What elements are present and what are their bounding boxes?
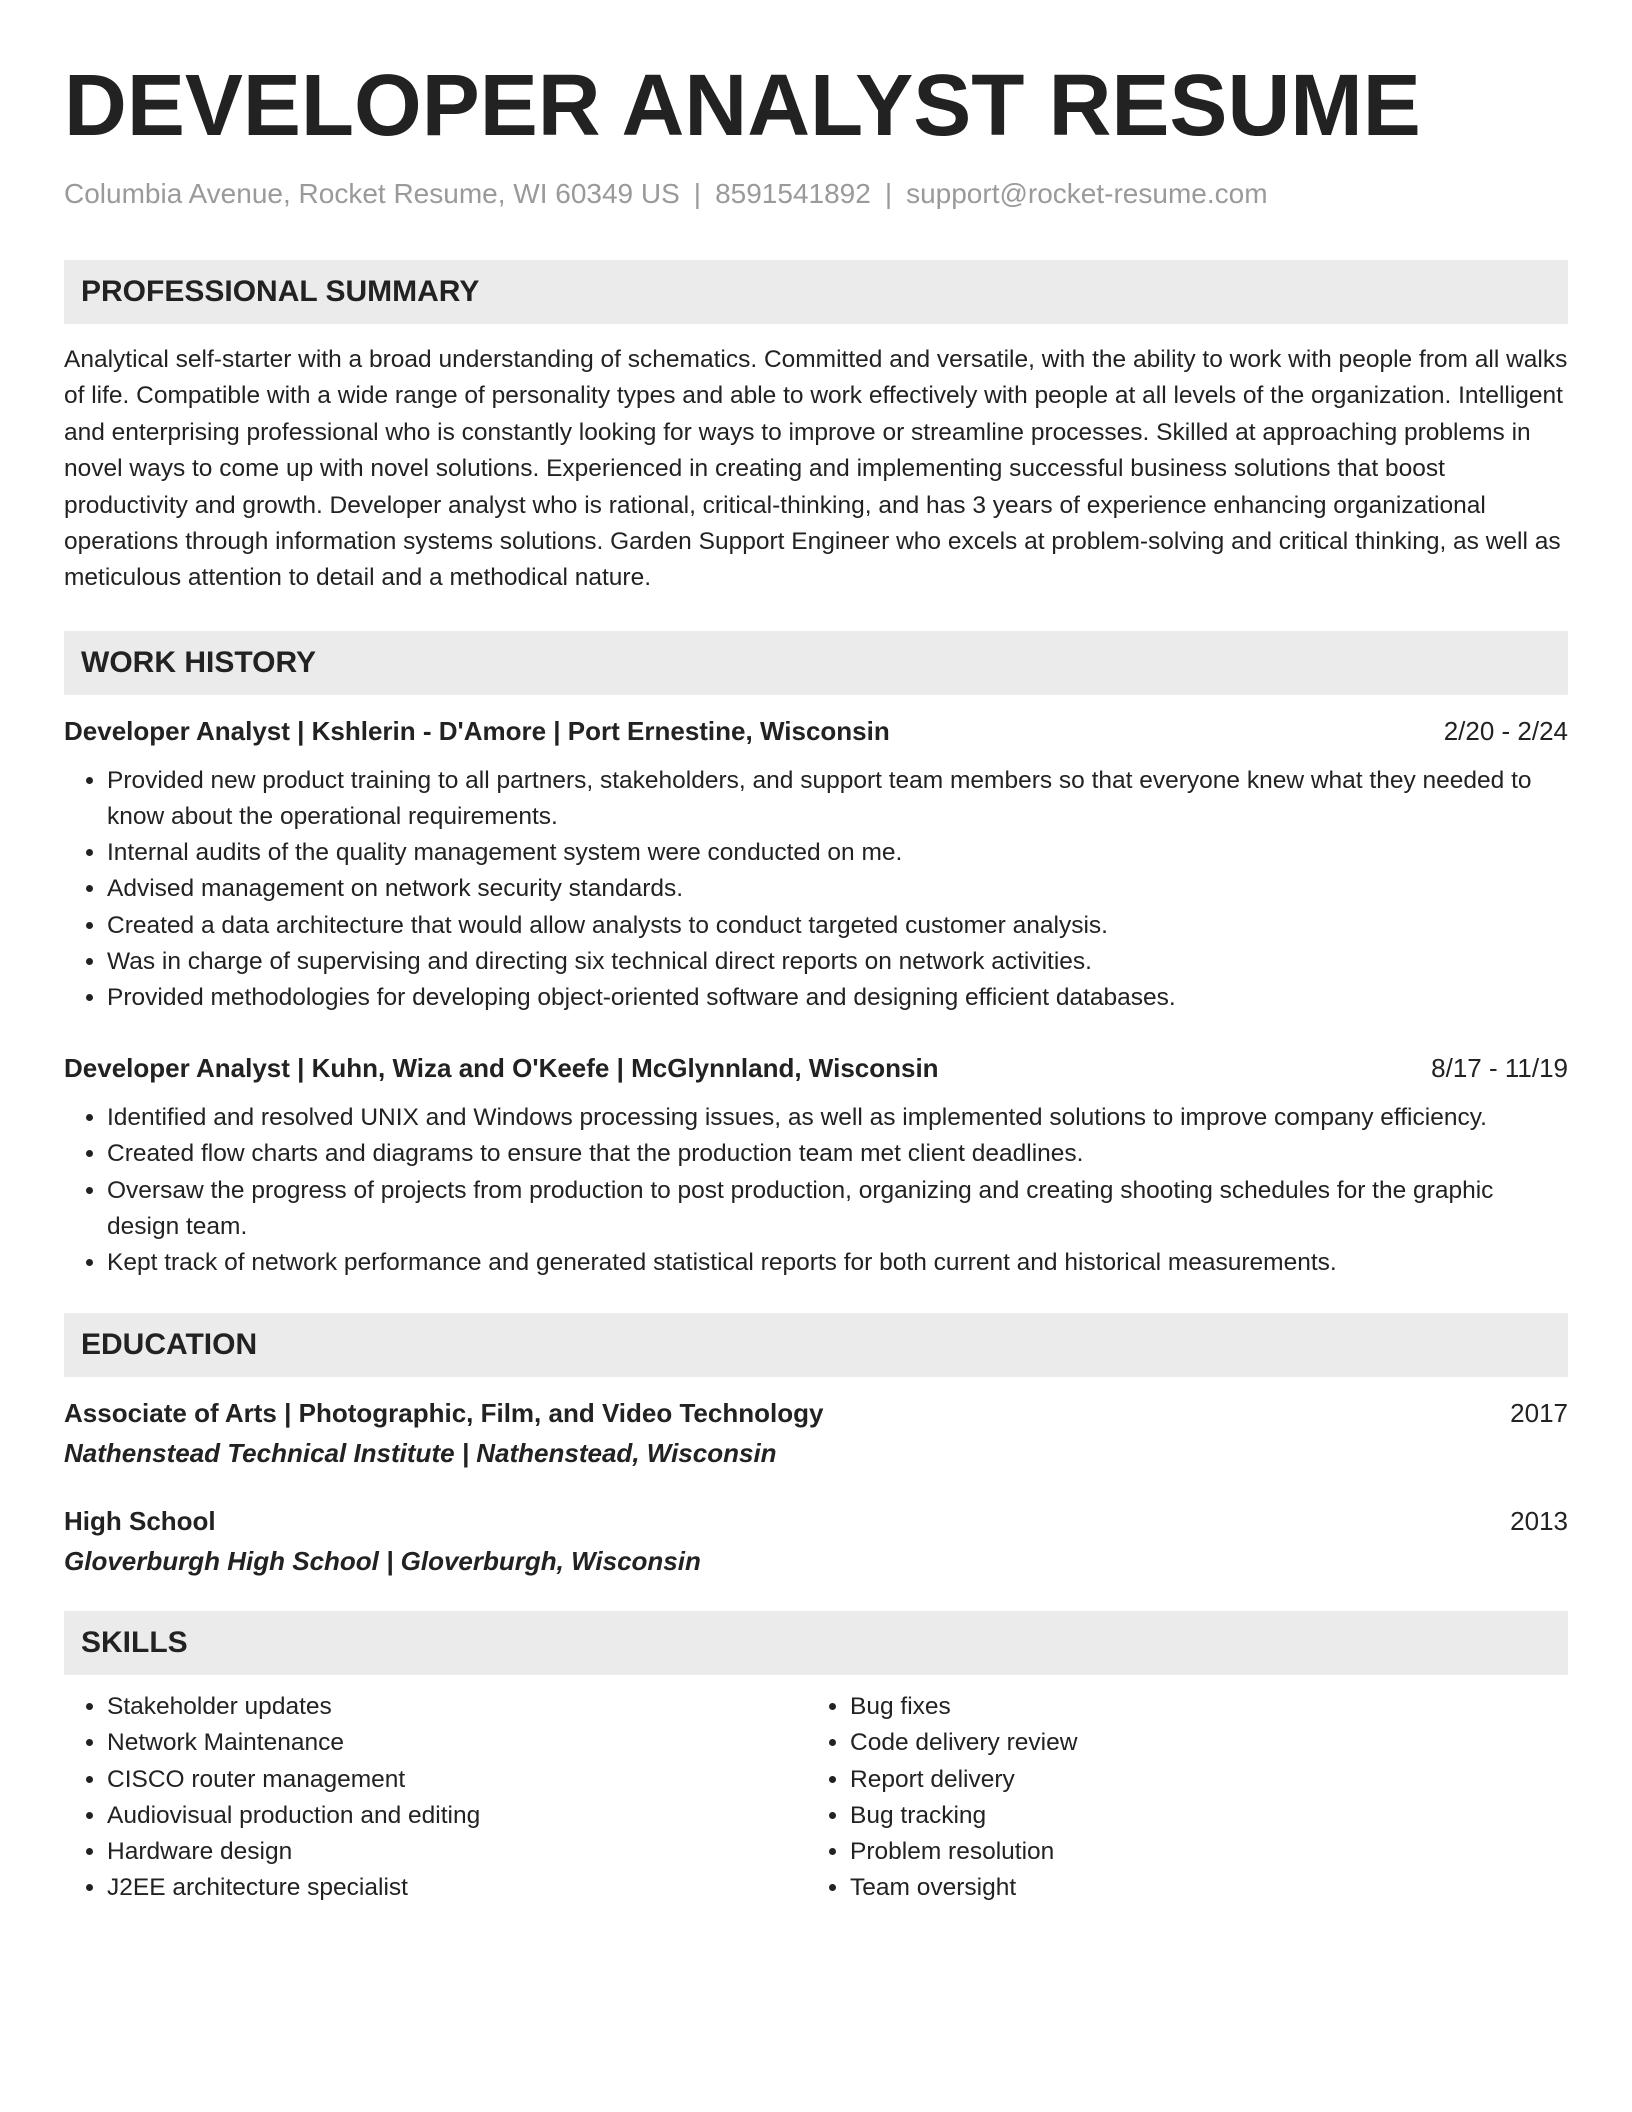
job-bullet: • Internal audits of the quality management system were conducted on me. <box>107 835 1568 871</box>
job-bullet: • Oversaw the progress of projects from production to post production, organizing and creating shooting schedules for the graphic design team. <box>107 1173 1568 1245</box>
contact-separator: | <box>884 178 893 209</box>
education-entry <box>64 1503 1568 1579</box>
job-bullet: • Was in charge of supervising and directing six technical direct reports on network activities. <box>107 944 1568 980</box>
summary-text: Analytical self-starter with a broad understanding of schematics. Committed and versatile, with the ability to work with people from all walks of life. Compatible with a wide range of personality types and able to work effectively with people at all levels of the organization. Intelligent and enterprising professional who is constantly looking for ways to improve or streamline processes. Skilled at approaching problems in novel ways to come up with novel solutions. Experienced in creating and implementing successful business solutions that boost productivity and growth. Developer analyst who is rational, critical-thinking, and has 3 years of experience enhancing organizational operations through information systems solutions. Garden Support Engineer who excels at problem-solving and critical thinking, as well as meticulous attention to detail and a methodical nature. <box>64 346 1568 592</box>
skill-item: • Report delivery <box>850 1762 1450 1798</box>
job-bullet: • Created flow charts and diagrams to ensure that the production team met client deadlines. <box>107 1136 1568 1172</box>
skills-list <box>64 1689 1568 1906</box>
skill-item: • Network Maintenance <box>107 1725 807 1761</box>
section-header-education: EDUCATION <box>64 1313 1568 1377</box>
skill-item: • Team oversight <box>850 1870 1450 1906</box>
job-entry <box>64 1050 1568 1281</box>
skill-item: • Audiovisual production and editing <box>107 1798 807 1834</box>
skill-item: • Bug tracking <box>850 1798 1450 1834</box>
education-degree: Associate of Arts | Photographic, Film, and Video Technology <box>64 1398 824 1429</box>
skills-column-right <box>807 1689 1450 1906</box>
job-bullets <box>64 763 1568 1016</box>
job-header <box>64 713 1568 749</box>
job-bullet: • Provided methodologies for developing object-oriented software and designing efficient databases. <box>107 980 1568 1016</box>
education-year: 2013 <box>1510 1506 1568 1537</box>
job-bullet: • Kept track of network performance and generated statistical reports for both current and historical measurements. <box>107 1245 1568 1281</box>
education-year: 2017 <box>1510 1398 1568 1429</box>
job-dates: 8/17 - 11/19 <box>1431 1053 1568 1084</box>
education-header <box>64 1503 1568 1539</box>
section-header-skills: SKILLS <box>64 1611 1568 1675</box>
contact-phone: 8591541892 <box>715 178 871 209</box>
job-title: Developer Analyst | Kshlerin - D'Amore | Port Ernestine, Wisconsin <box>64 715 890 746</box>
job-title: Developer Analyst | Kuhn, Wiza and O'Keefe | McGlynnland, Wisconsin <box>64 1053 939 1084</box>
section-header-work-history: WORK HISTORY <box>64 631 1568 695</box>
education-school: Nathenstead Technical Institute | Nathenstead, Wisconsin <box>64 1438 777 1469</box>
skill-item: • J2EE architecture specialist <box>107 1870 807 1906</box>
resume-title: DEVELOPER ANALYST RESUME <box>64 57 1421 154</box>
skill-item: • Hardware design <box>107 1834 807 1870</box>
job-bullet: • Identified and resolved UNIX and Windows processing issues, as well as implemented solutions to improve company efficiency. <box>107 1100 1568 1136</box>
job-bullet: • Provided new product training to all partners, stakeholders, and support team members so that everyone knew what they needed to know about the operational requirements. <box>107 763 1568 835</box>
contact-email: support@rocket-resume.com <box>906 178 1268 209</box>
skill-item: • Bug fixes <box>850 1689 1450 1725</box>
skill-item: • CISCO router management <box>107 1762 807 1798</box>
job-bullets <box>64 1100 1568 1281</box>
contact-address: Columbia Avenue, Rocket Resume, WI 60349 US <box>64 178 680 209</box>
skill-item: • Stakeholder updates <box>107 1689 807 1725</box>
skill-item: • Code delivery review <box>850 1725 1450 1761</box>
education-school: Gloverburgh High School | Gloverburgh, Wisconsin <box>64 1546 701 1577</box>
skills-column-left <box>64 1689 807 1906</box>
job-entry <box>64 713 1568 1016</box>
job-bullet: • Created a data architecture that would allow analysts to conduct targeted customer analysis. <box>107 908 1568 944</box>
contact-line <box>64 176 1568 212</box>
skill-item: • Problem resolution <box>850 1834 1450 1870</box>
job-dates: 2/20 - 2/24 <box>1443 715 1568 746</box>
section-header-summary: PROFESSIONAL SUMMARY <box>64 260 1568 324</box>
job-bullet: • Advised management on network security standards. <box>107 871 1568 907</box>
job-header <box>64 1050 1568 1086</box>
contact-separator: | <box>693 178 702 209</box>
education-header <box>64 1395 1568 1431</box>
education-degree: High School <box>64 1506 216 1537</box>
education-entry <box>64 1395 1568 1471</box>
